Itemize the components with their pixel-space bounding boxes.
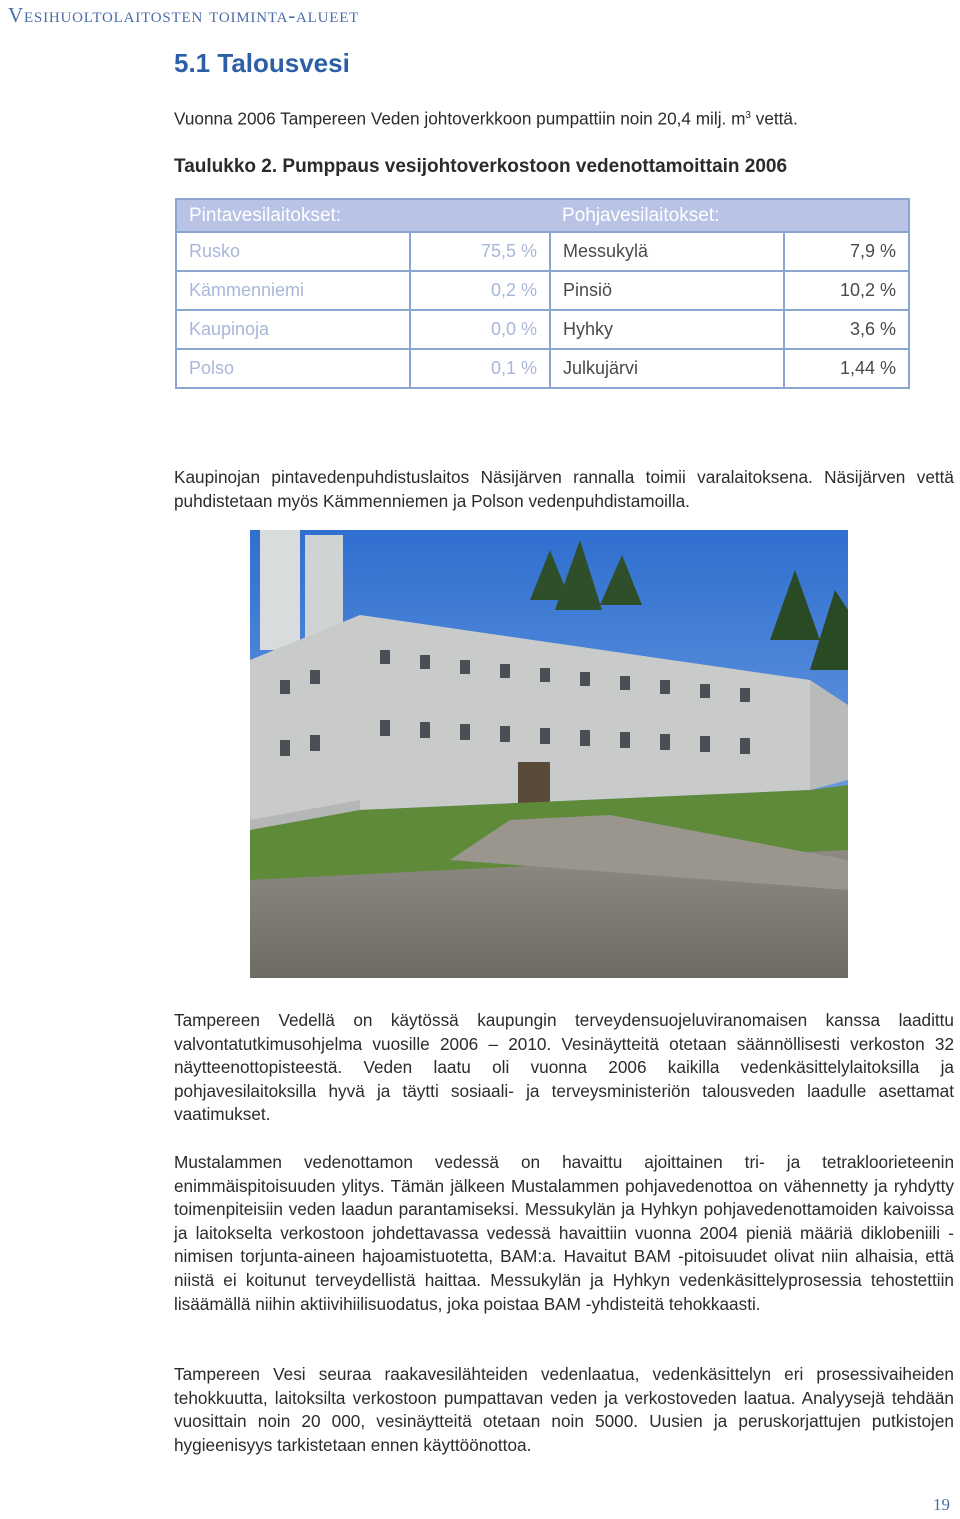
surface-plant-name: Kaupinoja <box>176 310 410 349</box>
surface-plant-value: 0,1 % <box>410 349 550 388</box>
ground-plant-value: 7,9 % <box>784 232 909 271</box>
surface-plant-value: 0,0 % <box>410 310 550 349</box>
surface-plant-value: 75,5 % <box>410 232 550 271</box>
table-row <box>176 310 909 349</box>
table-row <box>176 271 909 310</box>
surface-plant-name: Polso <box>176 349 410 388</box>
surface-plants-header: Pintavesilaitokset: <box>176 199 550 232</box>
pumping-table <box>175 198 910 389</box>
intro-paragraph <box>174 104 954 131</box>
intro-superscript: 3 <box>745 110 751 121</box>
table-row <box>176 232 909 271</box>
running-header: Vesihuoltolaitosten toiminta-alueet <box>8 3 360 27</box>
ground-plant-name: Hyhky <box>550 310 784 349</box>
surface-plant-value: 0,2 % <box>410 271 550 310</box>
surface-plant-name: Kämmenniemi <box>176 271 410 310</box>
note-paragraph: Kaupinojan pintavedenpuhdistuslaitos Näsijärven rannalla toimii varalaitoksena. Näsijärven vettä puhdistetaan myös Kämmenniemen ja Polson vedenpuhdistamoilla. <box>174 467 954 511</box>
ground-plant-name: Julkujärvi <box>550 349 784 388</box>
ground-plants-header: Pohjavesilaitokset: <box>550 199 909 232</box>
ground-plant-value: 1,44 % <box>784 349 909 388</box>
ground-plant-value: 10,2 % <box>784 271 909 310</box>
intro-text-after: vettä. <box>750 108 798 129</box>
section-title: 5.1 Talousvesi <box>174 48 350 78</box>
ground-plant-name: Messukylä <box>550 232 784 271</box>
table-header-row <box>176 199 909 232</box>
water-treatment-plant-photo <box>250 530 848 978</box>
monitoring-paragraph: Tampereen Vedellä on käytössä kaupungin terveydensuojeluviranomaisen kanssa laadittu valvontatutkimusohjelma vuosille 2006 – 2010. Vesinäytteitä otetaan säännöllisesti verkoston 32 näytteenottopisteestä. Veden laatu oli vuonna 2006 kaikilla vedenkäsittelylaitoksilla ja pohjavesilaitoksilla hyvä ja täytti sosiaali- ja terveysministeriön talousveden laadulle asettamat vaatimukset. <box>174 1010 954 1125</box>
ground-plant-name: Pinsiö <box>550 271 784 310</box>
table-caption: Taulukko 2. Pumppaus vesijohtoverkostoon vedenottamoittain 2006 <box>174 156 788 177</box>
mustalampi-paragraph: Mustalammen vedenottamon vedessä on havaittu ajoittainen tri- ja tetrakloorieteenin enimmäispitoisuuden ylitys. Tämän jälkeen Mustalammen pohjavedenottoa on vähennetty ja ryhdytty toimenpiteisiin veden laadun parantamiseksi. Messukylän ja Hyhkyn pohjavedenottamoiden kaivoissa ja laitokselta verkostoon johdettavassa vedessä havaittiin vuonna 2004 pieniä määriä diklobeniili -nimisen torjunta-aineen hajoamistuotetta, BAM:a. Havaitut BAM -pitoisuudet olivat niin alhaisia, että niistä ei koitunut terveydellistä haittaa. Messukylän ja Hyhkyn vedenkäsittelyprosessia tehostettiin lisäämällä niihin aktiivihiilisuodatus, joka poistaa BAM -yhdisteitä tehokkaasti. <box>174 1152 954 1314</box>
ground-plant-value: 3,6 % <box>784 310 909 349</box>
page-number: 19 <box>933 1495 950 1514</box>
surface-plant-name: Rusko <box>176 232 410 271</box>
quality-monitoring-paragraph: Tampereen Vesi seuraa raakavesilähteiden vedenlaatua, vedenkäsittelyn eri prosessivaiheiden tehokkuutta, laitoksilta verkostoon pumpattavan veden ja verkostoveden laatua. Analyysejä tehdään vuosittain noin 20 000, vesinäytteitä otetaan noin 5000. Uusien ja peruskorjattujen putkistojen hygieenisyys tarkistetaan ennen käyttöönottoa. <box>174 1364 954 1455</box>
intro-text-before: Vuonna 2006 Tampereen Veden johtoverkkoon pumpattiin noin 20,4 milj. m <box>174 108 746 129</box>
table-row <box>176 349 909 388</box>
